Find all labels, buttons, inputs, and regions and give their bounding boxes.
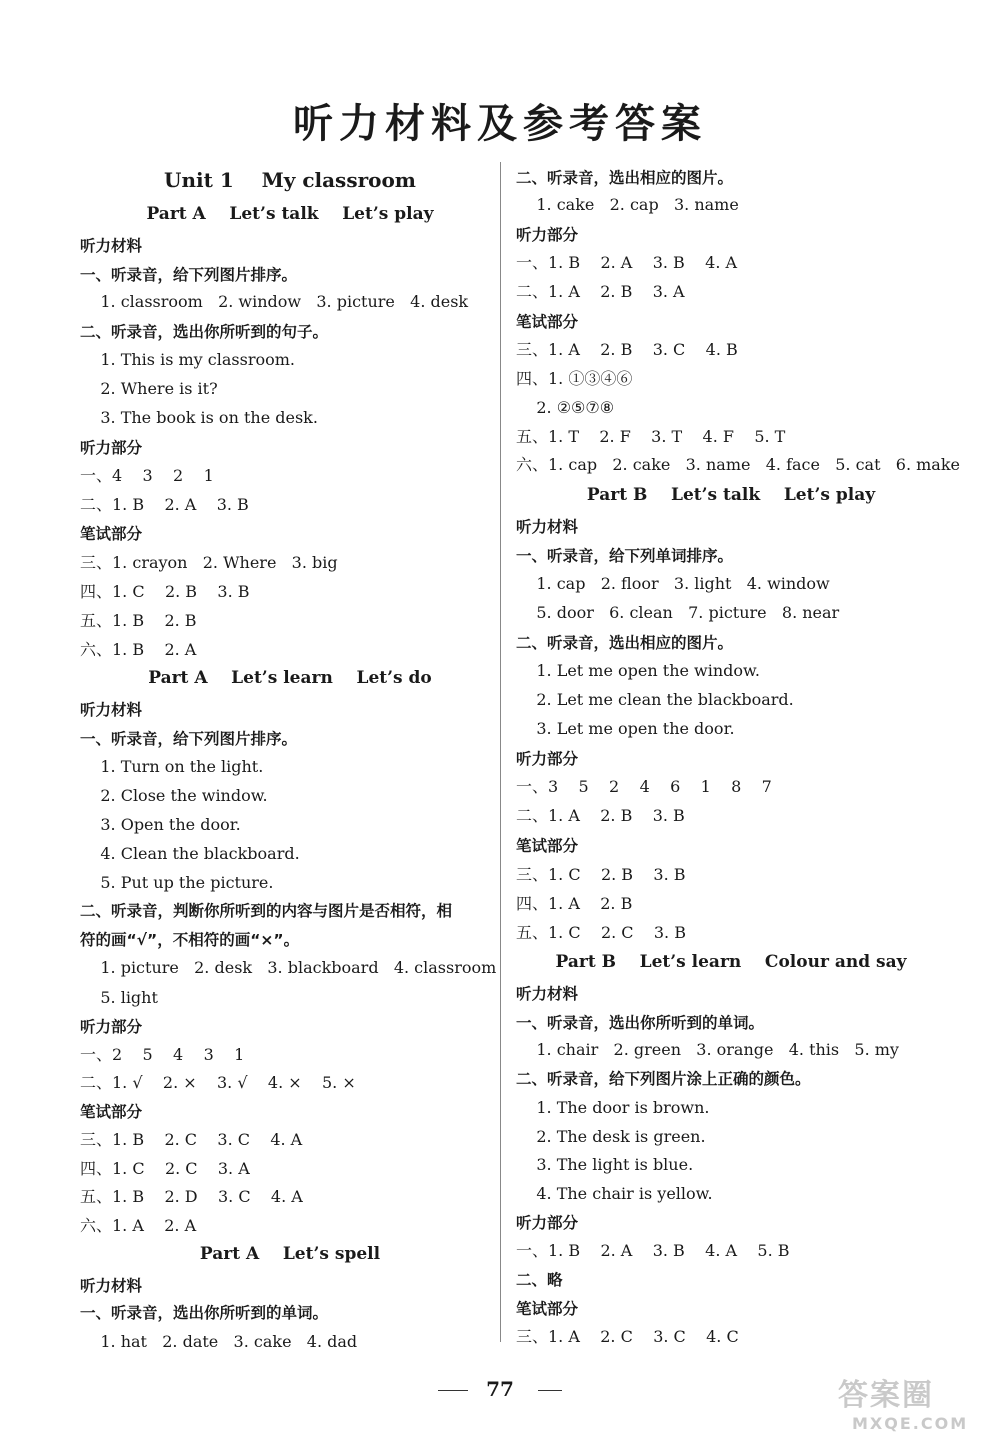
- answer-line: 4. The chair is yellow.: [516, 1184, 713, 1203]
- section-heading: Part B Let’s talk Let’s play: [586, 485, 876, 505]
- answer-line: 4. Clean the blackboard.: [80, 844, 300, 863]
- section-label: 听力材料: [80, 237, 143, 255]
- answer-line: 二、1. A 2. B 3. B: [516, 806, 685, 825]
- answer-line: 1. Turn on the light.: [80, 757, 264, 776]
- section-label: 笔试部分: [516, 837, 579, 855]
- answer-line: 五、1. C 2. C 3. B: [516, 923, 686, 942]
- section-label: 一、听录音，给下列图片排序。: [80, 730, 298, 748]
- page-title: 听力材料及参考答案: [293, 101, 707, 147]
- section-label: 听力部分: [516, 226, 579, 244]
- answer-line: 3. The light is blue.: [516, 1155, 694, 1174]
- watermark-logo: [838, 1370, 998, 1442]
- section-label: 符的画“√”，不相符的画“×”。: [80, 931, 300, 949]
- section-label: 听力材料: [80, 1277, 143, 1295]
- answer-line: 四、1. C 2. B 3. B: [80, 582, 250, 601]
- section-label: 笔试部分: [80, 1103, 143, 1121]
- answer-line: 三、1. crayon 2. Where 3. big: [80, 553, 338, 572]
- answer-line: 一、3 5 2 4 6 1 8 7: [516, 777, 772, 796]
- answer-line: 2. Where is it?: [80, 379, 218, 398]
- section-label: 听力材料: [516, 985, 579, 1003]
- answer-line: 六、1. A 2. A: [80, 1216, 197, 1235]
- section-label: 听力部分: [80, 439, 143, 457]
- section-label: 一、听录音，给下列图片排序。: [80, 266, 298, 284]
- section-heading: Part A Let’s spell: [199, 1244, 381, 1264]
- answer-line: 1. picture 2. desk 3. blackboard 4. classroom: [80, 958, 497, 977]
- answer-line: 5. light: [80, 988, 158, 1007]
- section-label: 笔试部分: [516, 313, 579, 331]
- answer-line: 三、1. A 2. B 3. C 4. B: [516, 340, 738, 359]
- section-label: 听力材料: [80, 701, 143, 719]
- section-label: 笔试部分: [80, 525, 143, 543]
- section-heading: Part A Let’s learn Let’s do: [148, 668, 432, 688]
- answer-line: 六、1. B 2. A: [80, 640, 197, 659]
- answer-line: 1. The door is brown.: [516, 1098, 710, 1117]
- section-heading: Unit 1 My classroom: [164, 168, 416, 192]
- answer-line: 1. This is my classroom.: [80, 350, 296, 369]
- answer-line: 三、1. C 2. B 3. B: [516, 865, 686, 884]
- answer-line: 1. cap 2. floor 3. light 4. window: [516, 574, 830, 593]
- section-label: 听力材料: [516, 518, 579, 536]
- answer-line: 3. The book is on the desk.: [80, 408, 318, 427]
- section-label: 二、听录音，选出相应的图片。: [516, 634, 734, 652]
- answer-line: 2. The desk is green.: [516, 1127, 706, 1146]
- answer-line: 二、1. B 2. A 3. B: [80, 495, 249, 514]
- answer-line: 三、1. B 2. C 3. C 4. A: [80, 1130, 303, 1149]
- answer-line: 2. ②⑤⑦⑧: [516, 398, 615, 417]
- column-divider: [500, 162, 501, 1342]
- section-label: 一、听录音，选出你所听到的单词。: [516, 1014, 765, 1032]
- watermark-en: MXQE.COM: [852, 1414, 969, 1433]
- answer-line: 五、1. T 2. F 3. T 4. F 5. T: [516, 427, 786, 446]
- section-heading: Part A Let’s talk Let’s play: [146, 204, 434, 224]
- section-heading: Part B Let’s learn Colour and say: [555, 952, 907, 972]
- section-label: 二、听录音，选出你所听到的句子。: [80, 323, 329, 341]
- answer-line: 1. Let me open the window.: [516, 661, 760, 680]
- answer-line: 五、1. B 2. B: [80, 611, 197, 630]
- answer-line: 2. Let me clean the blackboard.: [516, 690, 794, 709]
- section-label: 一、听录音，选出你所听到的单词。: [80, 1304, 329, 1322]
- section-label: 听力部分: [516, 1214, 579, 1232]
- section-label: 二、略: [516, 1271, 563, 1289]
- answer-line: 3. Let me open the door.: [516, 719, 735, 738]
- section-label: 二、听录音，给下列图片涂上正确的颜色。: [516, 1070, 811, 1088]
- answer-line: 六、1. cap 2. cake 3. name 4. face 5. cat 6. make: [516, 455, 960, 474]
- answer-line: 一、4 3 2 1: [80, 466, 214, 485]
- page-number-dash-right: [538, 1390, 562, 1391]
- answer-line: 1. cake 2. cap 3. name: [516, 195, 739, 214]
- answer-line: 5. Put up the picture.: [80, 873, 274, 892]
- answer-line: 3. Open the door.: [80, 815, 241, 834]
- section-label: 听力部分: [516, 750, 579, 768]
- section-label: 二、听录音，选出相应的图片。: [516, 169, 734, 187]
- answer-line: 五、1. B 2. D 3. C 4. A: [80, 1187, 303, 1206]
- answer-line: 四、1. A 2. B: [516, 894, 633, 913]
- watermark-cn: 答案圈: [838, 1378, 934, 1413]
- section-label: 一、听录音，给下列单词排序。: [516, 547, 734, 565]
- section-label: 笔试部分: [516, 1300, 579, 1318]
- answer-line: 四、1. C 2. C 3. A: [80, 1159, 250, 1178]
- section-label: 听力部分: [80, 1018, 143, 1036]
- answer-line: 一、1. B 2. A 3. B 4. A: [516, 253, 738, 272]
- answer-line: 一、2 5 4 3 1: [80, 1045, 245, 1064]
- answer-line: 二、1. A 2. B 3. A: [516, 282, 685, 301]
- page-number: 77: [486, 1377, 514, 1401]
- answer-line: 2. Close the window.: [80, 786, 268, 805]
- answer-line: 5. door 6. clean 7. picture 8. near: [516, 603, 840, 622]
- answer-line: 四、1. ①③④⑥: [516, 369, 633, 388]
- answer-line: 三、1. A 2. C 3. C 4. C: [516, 1327, 739, 1346]
- answer-line: 一、1. B 2. A 3. B 4. A 5. B: [516, 1241, 790, 1260]
- answer-line: 二、1. √ 2. × 3. √ 4. × 5. ×: [80, 1073, 356, 1092]
- answer-line: 1. chair 2. green 3. orange 4. this 5. my: [516, 1040, 899, 1059]
- answer-line: 1. hat 2. date 3. cake 4. dad: [80, 1332, 358, 1351]
- section-label: 二、听录音，判断你所听到的内容与图片是否相符，相: [80, 902, 453, 920]
- answer-line: 1. classroom 2. window 3. picture 4. desk: [80, 292, 469, 311]
